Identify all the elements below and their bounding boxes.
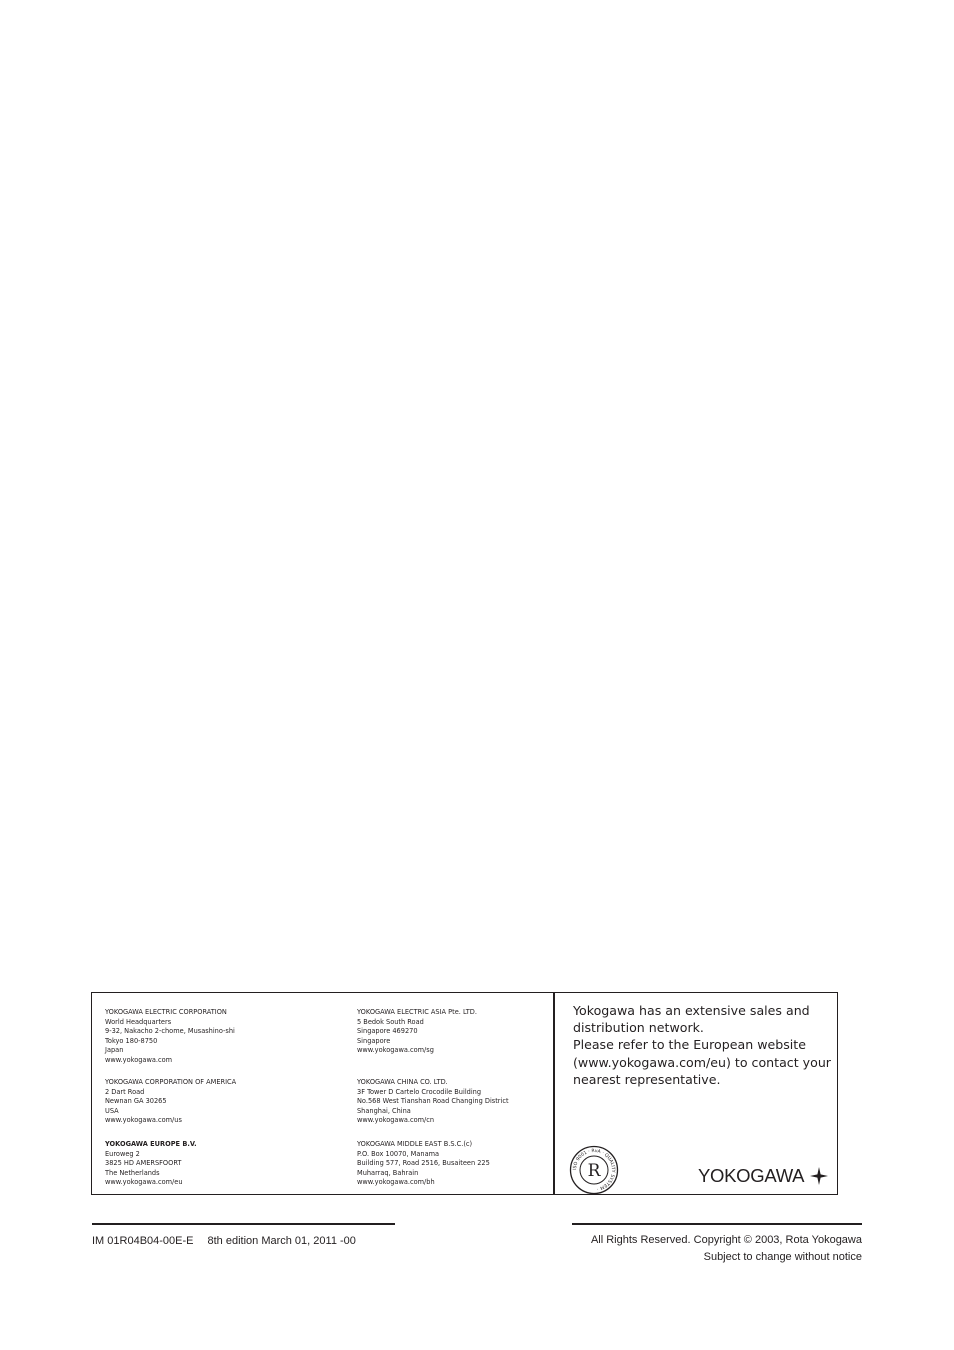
office-name: YOKOGAWA EUROPE B.V.: [105, 1140, 197, 1148]
office-line: USA: [105, 1106, 119, 1115]
office-line: Singapore: [357, 1036, 391, 1045]
office-line: Japan: [105, 1046, 124, 1055]
office-website[interactable]: www.yokogawa.com/sg: [357, 1046, 434, 1055]
network-notice: [573, 1002, 833, 1088]
brand-wordmark: YOKOGAWA: [698, 1165, 805, 1186]
office-line: The Netherlands: [105, 1168, 160, 1177]
contact-box-divider: [553, 993, 555, 1194]
office-line: 9-32, Nakacho 2-chome, Musashino-shi: [105, 1027, 235, 1036]
office-line: World Headquarters: [105, 1017, 172, 1026]
office-line: Shanghai, China: [357, 1106, 411, 1115]
office-website[interactable]: www.yokogawa.com/eu: [105, 1178, 183, 1187]
office-website[interactable]: www.yokogawa.com/cn: [357, 1116, 435, 1125]
change-notice: Subject to change without notice: [703, 1251, 862, 1263]
office-name: YOKOGAWA ELECTRIC ASIA Pte. LTD.: [357, 1008, 477, 1016]
office-line: 2 Dart Road: [105, 1087, 145, 1096]
office-website[interactable]: www.yokogawa.com/bh: [357, 1178, 435, 1187]
office-line: Euroweg 2: [105, 1149, 140, 1158]
office-line: 3F Tower D Cartelo Crocodile Building: [357, 1087, 482, 1096]
office-yokogawa-europe: [105, 1140, 197, 1188]
office-name: YOKOGAWA ELECTRIC CORPORATION: [105, 1008, 227, 1016]
office-line: No.568 West Tianshan Road Changing District: [357, 1097, 509, 1106]
office-yokogawa-middle-east: [357, 1140, 490, 1188]
document-id: IM 01R04B04-00E-E: [92, 1235, 194, 1247]
office-line: 5 Bedok South Road: [357, 1017, 424, 1026]
footer-copyright: [591, 1232, 862, 1266]
office-yokogawa-china: [357, 1078, 509, 1126]
copyright-text: All Rights Reserved. Copyright © 2003, Rota Yokogawa: [590, 1234, 862, 1246]
office-name: YOKOGAWA MIDDLE EAST B.S.C.(c): [357, 1140, 473, 1148]
office-website[interactable]: www.yokogawa.com: [105, 1055, 173, 1064]
footer-rule-left: [92, 1223, 395, 1225]
diamond-logo-icon: [810, 1167, 828, 1185]
office-yokogawa-asia: [357, 1008, 477, 1056]
seal-ring-text: ISO 9001 · RvA · QUALITY SYSTEM ·: [572, 1148, 616, 1191]
network-notice-line: Yokogawa has an extensive sales and: [573, 1003, 810, 1018]
office-line: Newnan GA 30265: [105, 1097, 167, 1106]
footer-document-info: [92, 1235, 356, 1247]
footer-rule-right: [572, 1223, 862, 1225]
contact-box: [91, 992, 838, 1195]
office-line: P.O. Box 10070, Manama: [357, 1149, 440, 1158]
network-notice-line: nearest representative.: [573, 1071, 721, 1087]
office-yokogawa-america: [105, 1078, 236, 1126]
office-line: Muharraq, Bahrain: [357, 1168, 419, 1177]
office-name: YOKOGAWA CHINA CO. LTD.: [357, 1078, 448, 1086]
yokogawa-logo: [698, 1165, 828, 1187]
network-notice-line: Please refer to the European website: [573, 1037, 806, 1053]
office-yokogawa-electric-corporation: [105, 1008, 235, 1066]
edition-info: 8th edition March 01, 2011 -00: [207, 1235, 356, 1247]
office-line: 3825 HD AMERSFOORT: [105, 1159, 182, 1168]
office-line: Tokyo 180-8750: [105, 1036, 158, 1045]
quality-seal-icon: [569, 1145, 619, 1195]
network-notice-line: distribution network.: [573, 1020, 704, 1036]
office-line: Building 577, Road 2516, Busaiteen 225: [357, 1159, 490, 1168]
office-website[interactable]: www.yokogawa.com/us: [105, 1116, 182, 1125]
network-notice-line: (www.yokogawa.com/eu) to contact your: [573, 1054, 831, 1070]
office-name: YOKOGAWA CORPORATION OF AMERICA: [105, 1078, 237, 1086]
seal-letter: R: [587, 1161, 601, 1181]
office-line: Singapore 469270: [357, 1027, 418, 1036]
